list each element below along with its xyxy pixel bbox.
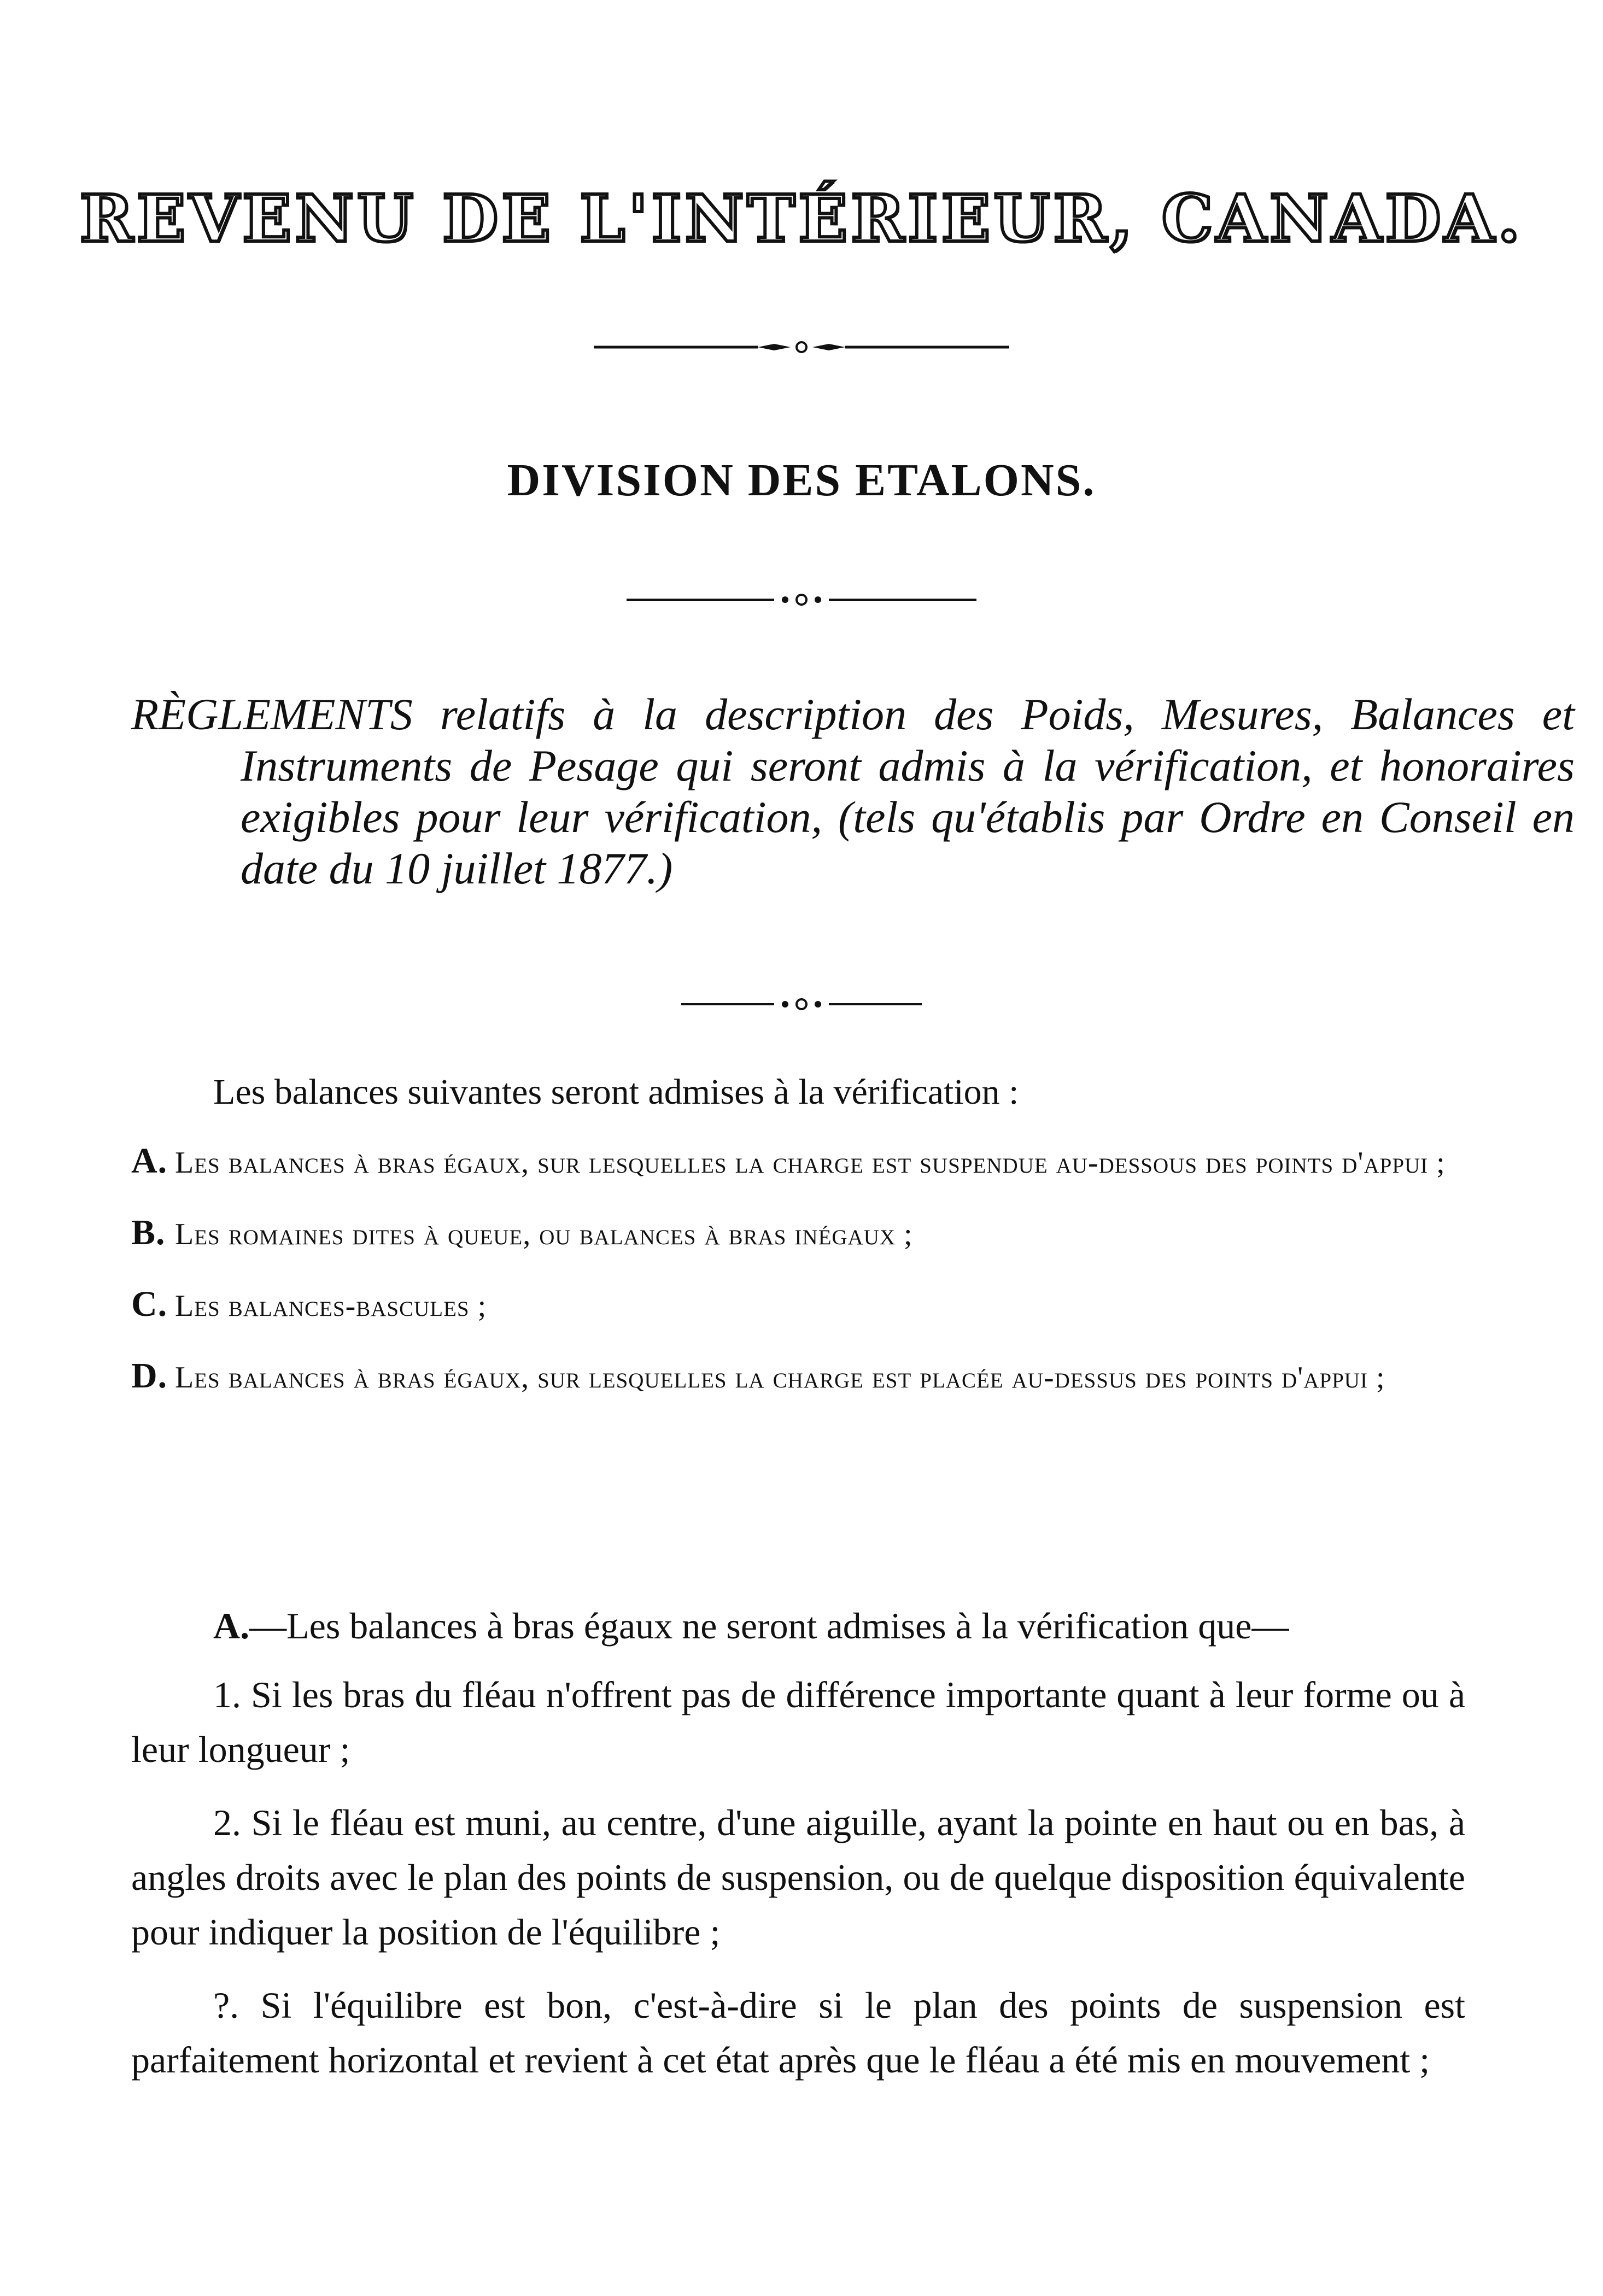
ornamental-rule <box>0 593 1603 606</box>
list-item <box>131 1349 1465 1404</box>
division-title: DIVISION DES ETALONS. <box>507 455 1096 506</box>
list-item-text: Les balances à bras égaux, sur lesquelles la charge est placée au-dessus des points d'appui ; <box>175 1361 1385 1395</box>
ornamental-rule <box>0 998 1603 1011</box>
intro-text: Les balances suivantes seront admises à la vérification : <box>213 1072 1019 1112</box>
regulations-heading: RÈGLEMENTS relatifs à la description des Poids, Mesures, Balances et Instruments de Pesage qui seront admis à la vérification, et honoraires exigibles pour leur vérification, (tels qu'établis par Ordre en Conseil en date du 10 juillet 1877.) <box>131 689 1575 893</box>
list-item-text: Les balances-bascules ; <box>175 1289 487 1323</box>
list-item <box>131 1278 1465 1333</box>
list-item-text: Les romaines dites à queue, ou balances à bras inégaux ; <box>175 1217 913 1251</box>
section-a-text: —Les balances à bras égaux ne seront admises à la vérification que— <box>249 1605 1289 1647</box>
list-letter: C. <box>131 1284 168 1324</box>
paragraph: 1. Si les bras du fléau n'offrent pas de différence importante quant à leur forme ou à leur longueur ; <box>131 1674 1465 1770</box>
list-letter: A. <box>131 1141 168 1181</box>
section-a-heading <box>131 1604 1465 1648</box>
list-letter: D. <box>131 1356 168 1396</box>
list-item-text: Les balances à bras égaux, sur lesquelles la charge est suspendue au-dessous des points d'appui ; <box>175 1146 1446 1180</box>
paragraph: ?. Si l'équilibre est bon, c'est-à-dire si le plan des points de suspension est parfaitement horizontal et revient à cet état après que le fléau a été mis en mouvement ; <box>131 1984 1465 2081</box>
list-item <box>131 1206 1465 1261</box>
list-item <box>131 1134 1465 1190</box>
ornamental-rule <box>0 339 1603 355</box>
list-letter: B. <box>131 1213 166 1252</box>
paragraph: 2. Si le fléau est muni, au centre, d'une aiguille, ayant la pointe en haut ou en bas, à angles droits avec le plan des points de suspension, ou de quelque disposition équivalente pour indiquer la position de l'équilibre ; <box>131 1802 1465 1953</box>
body-text <box>131 1604 1465 2106</box>
section-letter: A. <box>213 1605 250 1647</box>
page-header-title: REVENU DE L'INTÉRIEUR, CANADA. <box>79 180 1524 256</box>
balance-types-list <box>131 1134 1465 1421</box>
